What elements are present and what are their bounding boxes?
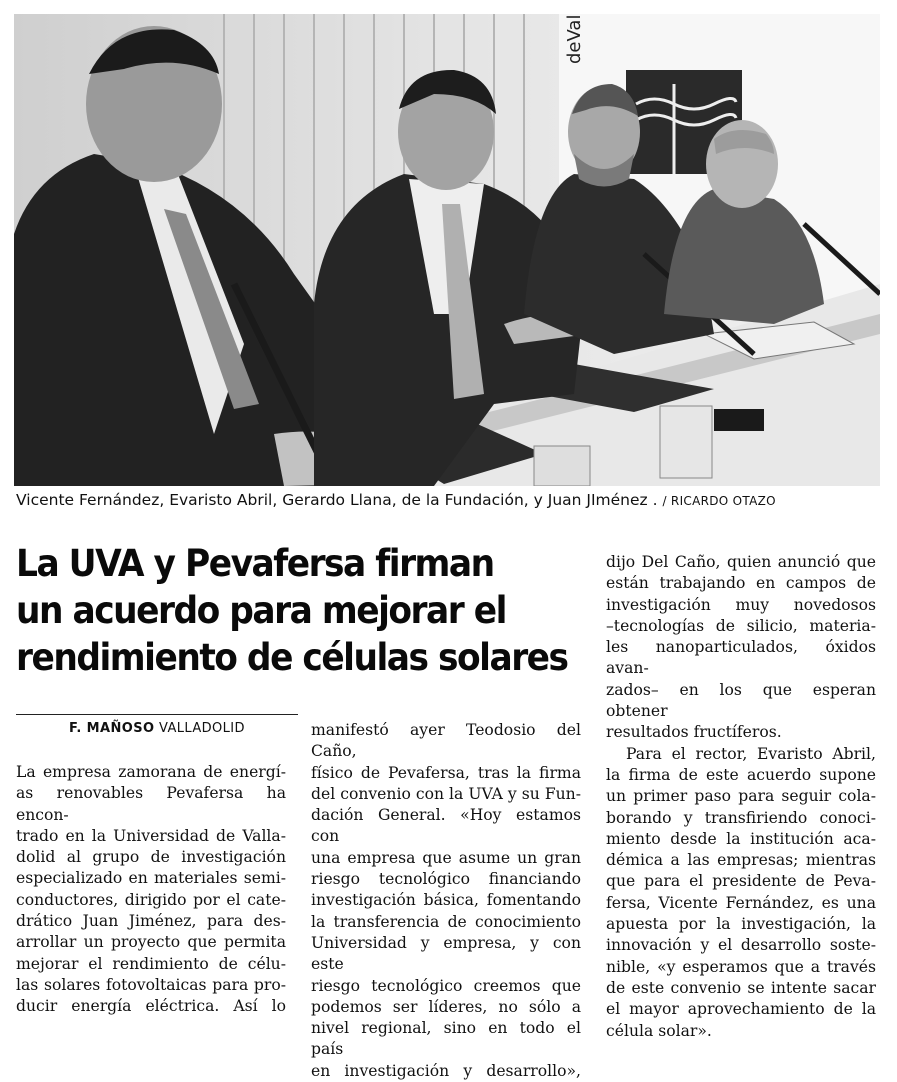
news-photo: [14, 14, 880, 486]
text-line: dolid al grupo de investigación: [16, 848, 286, 867]
text-line: borando y transfiriendo conoci-: [606, 808, 876, 827]
text-line: fersa, Vicente Fernández, es una: [606, 893, 876, 912]
caption-names: Vicente Fernández, Evaristo Abril, Gerardo Llana, de la Fundación, y Juan JIménez .: [16, 491, 658, 509]
text-line: dijo Del Caño, quien anunció que: [606, 553, 876, 571]
microphone-base: [714, 409, 764, 431]
byline: [16, 714, 298, 736]
water-glass: [660, 406, 712, 478]
text-line: nivel regional, sino en todo el país: [311, 1019, 581, 1059]
text-line: Para el rector, Evaristo Abril,: [626, 744, 876, 763]
text-line: investigación básica, fomentando: [311, 891, 581, 910]
text-line: innovación y el desarrollo soste-: [606, 936, 876, 955]
photo-credit: / RICARDO OTAZO: [662, 494, 776, 508]
text-line: manifestó ayer Teodosio del Caño,: [311, 721, 581, 761]
text-line: están trabajando en campos de: [606, 574, 876, 593]
sign-text: deVal: [564, 14, 585, 64]
text-line: la transferencia de conocimiento: [311, 912, 581, 931]
text-line: del convenio con la UVA y su Fun-: [311, 784, 581, 803]
byline-place: VALLADOLID: [158, 721, 245, 736]
text-line: investigación muy novedosos: [606, 595, 876, 614]
text-line: un primer paso para seguir cola-: [606, 787, 876, 806]
text-line: célula solar».: [606, 1021, 712, 1040]
text-line: podemos ser líderes, no sólo a: [311, 997, 581, 1016]
byline-author: F. MAÑOSO: [69, 721, 155, 736]
text-line: que para el presidente de Peva-: [606, 872, 876, 891]
text-line: especializado en materiales semi-: [16, 869, 286, 888]
text-line: nible, «y esperamos que a través: [606, 957, 876, 976]
article-column-3: [606, 552, 876, 1042]
text-line: –tecnologías de silicio, materia-: [606, 616, 876, 635]
article-column-1: [16, 762, 286, 1018]
text-line: ducir energía eléctrica. Así lo: [16, 997, 286, 1016]
text-line: en investigación y desarrollo»,: [311, 1061, 581, 1080]
text-line: trado en la Universidad de Valla-: [16, 826, 286, 845]
water-glass: [534, 446, 590, 486]
text-line: las solares fotovoltaicas para pro-: [16, 975, 286, 994]
text-line: Universidad y empresa, y con este: [311, 933, 581, 974]
text-line: riesgo tecnológico creemos que: [311, 976, 581, 995]
text-line: mejorar el rendimiento de célu-: [16, 954, 286, 973]
text-line: dación General. «Hoy estamos con: [311, 806, 581, 846]
article-headline: [16, 540, 568, 681]
text-line: conductores, dirigido por el cate-: [16, 890, 286, 909]
text-line: el mayor aprovechamiento de la: [606, 1000, 876, 1019]
photo-illustration: [14, 14, 880, 486]
photo-caption: [16, 491, 886, 509]
text-line: una empresa que asume un gran: [311, 848, 581, 867]
text-line: arrollar un proyecto que permita: [16, 933, 286, 952]
text-line: la firma de este acuerdo supone: [606, 765, 876, 784]
text-line: miento desde la institución aca-: [606, 829, 876, 848]
headline-line: La UVA y Pevafersa firman: [16, 542, 494, 585]
text-line: drático Juan Jiménez, para des-: [16, 912, 286, 931]
headline-line: un acuerdo para mejorar el: [16, 589, 506, 632]
text-line: La empresa zamorana de energí-: [16, 763, 286, 781]
text-line: físico de Pevafersa, tras la firma: [311, 763, 581, 782]
text-line: démica a las empresas; mientras: [606, 851, 876, 870]
text-line: apuesta por la investigación, la: [606, 915, 876, 934]
text-line: de este convenio se intente sacar: [606, 978, 876, 997]
text-line: as renovables Pevafersa ha encon-: [16, 784, 286, 824]
article-column-2: [311, 720, 581, 1082]
text-line: zados– en los que esperan obtener: [606, 680, 876, 721]
text-line: riesgo tecnológico financiando: [311, 870, 581, 889]
text-line: resultados fructíferos.: [606, 723, 782, 742]
headline-line: rendimiento de células solares: [16, 636, 568, 679]
text-line: les nanoparticulados, óxidos avan-: [606, 638, 876, 678]
